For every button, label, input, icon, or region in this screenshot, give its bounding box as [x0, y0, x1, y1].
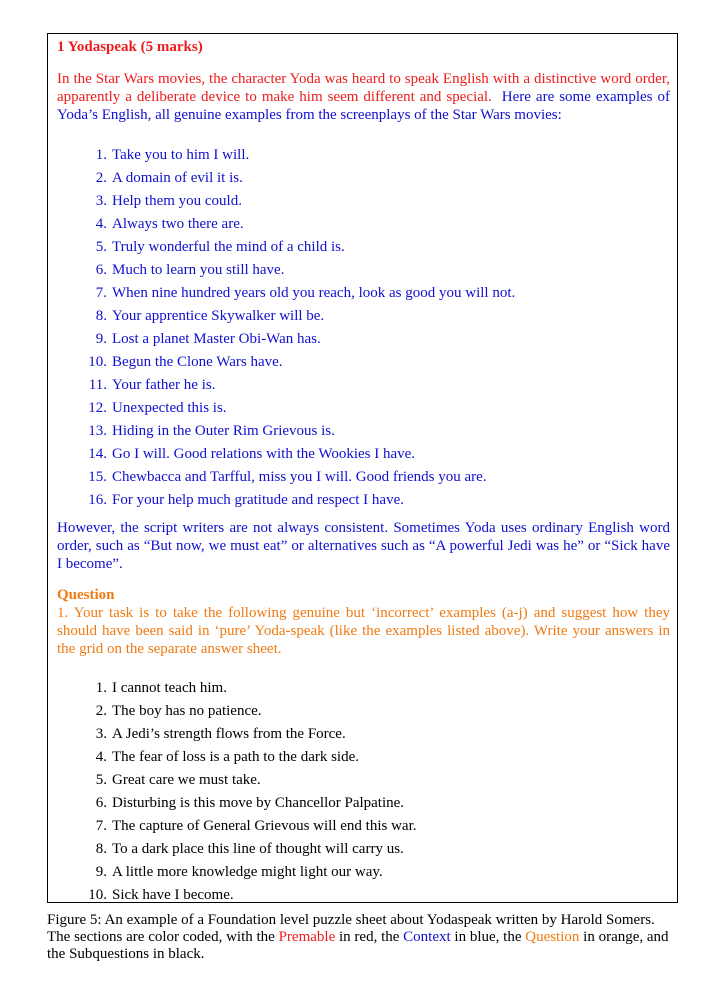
- yoda-example-item-number: 7.: [95, 285, 107, 301]
- yoda-example-item-number: 11.: [88, 377, 107, 393]
- yoda-example-item: [48, 284, 679, 307]
- yoda-example-item-number: 9.: [95, 331, 107, 347]
- yoda-example-item-number: 15.: [88, 469, 107, 485]
- yoda-example-item-number: 13.: [88, 423, 107, 439]
- subquestion-item-number: 3.: [95, 726, 107, 742]
- yoda-example-item-text: For your help much gratitude and respect I have.: [112, 492, 404, 508]
- context-outro: However, the script writers are not always consistent. Sometimes Yoda uses ordinary English word order, such as “But now, we must eat” or alternatives such as “A powerful Jedi was he” or “Sick have I become”.: [57, 520, 670, 572]
- yoda-example-item-text: Your apprentice Skywalker will be.: [112, 308, 325, 324]
- yoda-example-item-number: 2.: [95, 170, 107, 186]
- yoda-example-item-text: Much to learn you still have.: [112, 262, 285, 278]
- subquestion-item-number: 10.: [88, 887, 107, 903]
- subquestion-item: [48, 748, 679, 771]
- yoda-example-item-text: A domain of evil it is.: [112, 170, 243, 186]
- subquestion-item: [48, 702, 679, 725]
- caption-question-word: Question: [525, 929, 580, 945]
- yoda-example-item-text: Truly wonderful the mind of a child is.: [112, 239, 345, 255]
- subquestion-item-text: Great care we must take.: [112, 772, 261, 788]
- yoda-example-item-number: 12.: [88, 400, 107, 416]
- yoda-example-item: [48, 169, 679, 192]
- subquestion-item-number: 4.: [95, 749, 107, 765]
- subquestion-item: [48, 817, 679, 840]
- yoda-example-item-text: Chewbacca and Tarfful, miss you I will. Good friends you are.: [112, 469, 487, 485]
- subquestion-item-text: A little more knowledge might light our way.: [112, 864, 383, 880]
- section-title: 1 Yodaspeak (5 marks): [57, 39, 203, 55]
- subquestion-item-number: 7.: [95, 818, 107, 834]
- yoda-example-item: [48, 307, 679, 330]
- subquestion-item-text: Disturbing is this move by Chancellor Palpatine.: [112, 795, 405, 811]
- subquestion-item-text: To a dark place this line of thought will carry us.: [112, 841, 404, 857]
- subquestion-item-number: 1.: [95, 680, 107, 696]
- subquestion-item-number: 6.: [95, 795, 107, 811]
- yoda-example-item-text: Take you to him I will.: [112, 147, 250, 163]
- yoda-example-item-text: Always two there are.: [112, 216, 244, 232]
- yoda-example-item: [48, 238, 679, 261]
- subquestion-item: [48, 794, 679, 817]
- yoda-example-item: [48, 491, 679, 514]
- figure-caption: [47, 912, 678, 963]
- question-heading: Question: [57, 587, 115, 603]
- subquestion-item-text: The boy has no patience.: [112, 703, 262, 719]
- subquestion-item: [48, 886, 679, 909]
- caption-premable-word: Premable: [278, 929, 336, 945]
- caption-part2: in red, the: [335, 929, 404, 945]
- subquestion-item-number: 2.: [95, 703, 107, 719]
- caption-part1: Figure 5: An example of a Foundation level puzzle sheet about Yodaspeak written by Harold Somers. The sections are color coded, with the: [47, 912, 655, 945]
- subquestions-list: [48, 679, 679, 909]
- yoda-example-item-number: 4.: [95, 216, 107, 232]
- yoda-example-item-number: 8.: [95, 308, 107, 324]
- caption-context-word: Context: [403, 929, 451, 945]
- subquestion-item-number: 8.: [95, 841, 107, 857]
- yoda-example-item: [48, 468, 679, 491]
- subquestion-item: [48, 840, 679, 863]
- yoda-example-item: [48, 399, 679, 422]
- subquestion-item-text: Sick have I become.: [112, 887, 234, 903]
- yoda-example-item-number: 3.: [95, 193, 107, 209]
- yoda-example-item-text: When nine hundred years old you reach, look as good you will not.: [112, 285, 516, 301]
- yoda-example-item: [48, 192, 679, 215]
- subquestion-item-number: 5.: [95, 772, 107, 788]
- subquestion-item: [48, 771, 679, 794]
- yoda-example-item: [48, 215, 679, 238]
- yoda-example-item-number: 14.: [88, 446, 107, 462]
- yoda-example-item-text: Help them you could.: [112, 193, 242, 209]
- yoda-example-item: [48, 330, 679, 353]
- yoda-example-item: [48, 261, 679, 284]
- subquestion-item: [48, 725, 679, 748]
- yoda-example-item: [48, 376, 679, 399]
- subquestion-item: [48, 679, 679, 702]
- question-text: 1. Your task is to take the following genuine but ‘incorrect’ examples (a-j) and suggest how they should have been said in ‘pure’ Yoda-speak (like the examples listed above). Write your answers in the grid on the separate answer sheet.: [57, 605, 670, 657]
- yoda-example-item: [48, 353, 679, 376]
- puzzle-sheet-frame: [47, 33, 678, 903]
- yoda-example-item-text: Hiding in the Outer Rim Grievous is.: [112, 423, 335, 439]
- yoda-example-item-number: 5.: [95, 239, 107, 255]
- caption-part4: in orange, and the Subquestions in black.: [47, 929, 669, 962]
- subquestion-item-text: A Jedi’s strength flows from the Force.: [112, 726, 346, 742]
- caption-part3: in blue, the: [450, 929, 526, 945]
- yoda-example-item: [48, 422, 679, 445]
- subquestion-item-text: I cannot teach him.: [112, 680, 227, 696]
- yoda-example-item-number: 6.: [95, 262, 107, 278]
- subquestion-item-text: The capture of General Grievous will end this war.: [112, 818, 417, 834]
- subquestion-item-text: The fear of loss is a path to the dark side.: [112, 749, 360, 765]
- context-intro: Here are some examples of Yoda’s English, all genuine examples from the screenplays of the Star Wars movies:: [57, 89, 670, 123]
- yoda-example-item-text: Lost a planet Master Obi-Wan has.: [112, 331, 321, 347]
- yoda-example-item-number: 16.: [88, 492, 107, 508]
- premable-context-paragraph: [57, 70, 670, 124]
- yoda-example-item-number: 1.: [95, 147, 107, 163]
- yoda-example-item-text: Go I will. Good relations with the Wookies I have.: [112, 446, 416, 462]
- yoda-example-item-number: 10.: [88, 354, 107, 370]
- subquestion-item-number: 9.: [95, 864, 107, 880]
- yoda-example-item-text: Unexpected this is.: [112, 400, 227, 416]
- yoda-example-item-text: Begun the Clone Wars have.: [112, 354, 283, 370]
- premable-text: In the Star Wars movies, the character Yoda was heard to speak English with a distinctive word order, apparently a deliberate device to make him seem different and special.: [57, 71, 670, 105]
- yoda-example-item: [48, 445, 679, 468]
- yoda-example-item-text: Your father he is.: [112, 377, 216, 393]
- yoda-examples-list: [48, 146, 679, 514]
- subquestion-item: [48, 863, 679, 886]
- yoda-example-item: [48, 146, 679, 169]
